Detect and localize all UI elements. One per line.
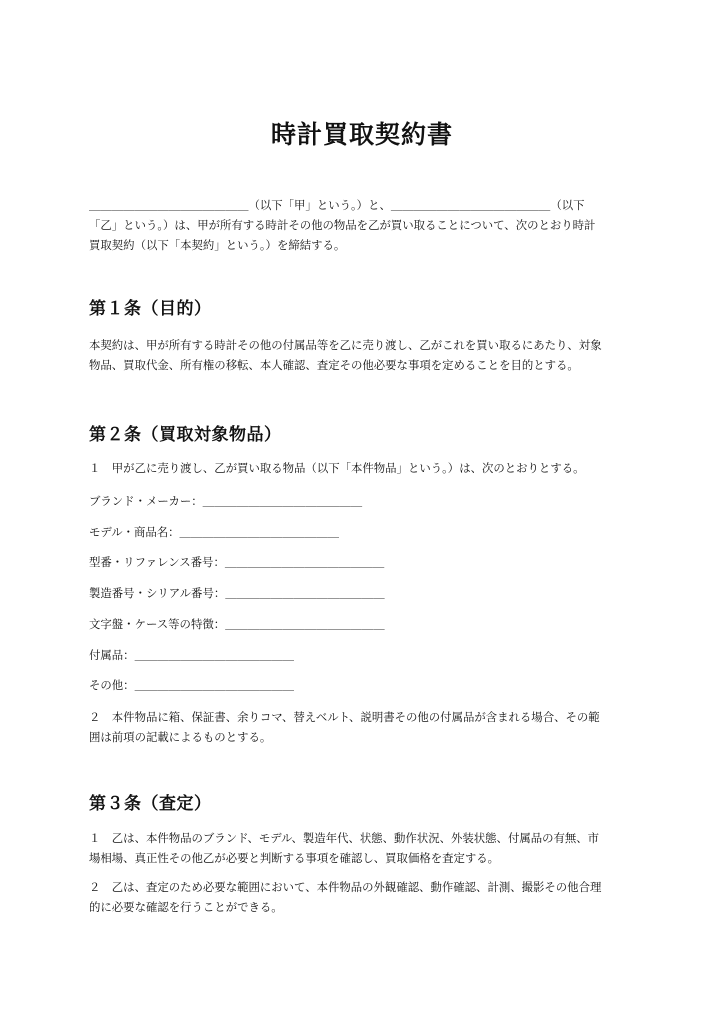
article2-heading: 第２条（買取対象物品） xyxy=(89,425,282,445)
field-brand-maker: ブランド・メーカー：＿＿＿＿＿＿＿＿＿＿＿＿＿＿ xyxy=(89,494,363,508)
article3-item1-line: 場相場、真正性その他乙が必要と判断する事項を確認し、買取価格を査定する。 xyxy=(89,851,500,865)
article2-item2 xyxy=(89,707,641,747)
article1-line: 本契約は、甲が所有する時計その他の付属品等を乙に売り渡し、乙がこれを買い取るにあたり、対象 xyxy=(89,338,602,352)
article3-heading: 第３条（査定） xyxy=(89,794,212,814)
article1-body xyxy=(89,335,641,375)
article2-item2-line: ２ 本件物品に箱、保証書、余りコマ、替えベルト、説明書その他の付属品が含まれる場合、その範 xyxy=(89,710,600,724)
article3-item1 xyxy=(89,828,641,868)
article3-item2-line: ２ 乙は、査定のため必要な範囲において、本件物品の外観確認、動作確認、計測、撮影その他合理 xyxy=(89,880,602,894)
preamble xyxy=(89,195,641,255)
document-title: 時計買取契約書 xyxy=(270,120,453,149)
article2-item2-line: 囲は前項の記載によるものとする。 xyxy=(89,730,272,744)
preamble-line: 買取契約（以下「本契約」という。）を締結する。 xyxy=(89,238,346,252)
field-other: その他：＿＿＿＿＿＿＿＿＿＿＿＿＿＿ xyxy=(89,678,295,692)
article2-item1 xyxy=(89,458,641,478)
article1-line: 物品、買取代金、所有権の移転、本人確認、査定その他必要な事項を定めることを目的とする。 xyxy=(89,358,579,372)
field-accessories: 付属品：＿＿＿＿＿＿＿＿＿＿＿＿＿＿ xyxy=(89,648,295,662)
article3-item2 xyxy=(89,877,641,917)
preamble-line: 「乙」という。）は、甲が所有する時計その他の物品を乙が買い取ることについて、次のとおり時計 xyxy=(89,218,596,232)
field-dial-case-features: 文字盤・ケース等の特徴：＿＿＿＿＿＿＿＿＿＿＿＿＿＿ xyxy=(89,617,385,631)
field-reference-number: 型番・リファレンス番号：＿＿＿＿＿＿＿＿＿＿＿＿＿＿ xyxy=(89,555,385,569)
article2-item1-line: １ 甲が乙に売り渡し、乙が買い取る物品（以下「本件物品」という。）は、次のとおりとする。 xyxy=(89,461,585,475)
article1-heading: 第１条（目的） xyxy=(89,299,212,319)
article3-item2-line: 的に必要な確認を行うことができる。 xyxy=(89,900,283,914)
field-model-name: モデル・商品名：＿＿＿＿＿＿＿＿＿＿＿＿＿＿ xyxy=(89,525,340,539)
article3-item1-line: １ 乙は、本件物品のブランド、モデル、製造年代、状態、動作状況、外装状態、付属品の有無、市 xyxy=(89,831,600,845)
field-serial-number: 製造番号・シリアル番号：＿＿＿＿＿＿＿＿＿＿＿＿＿＿ xyxy=(89,586,385,600)
preamble-line: ＿＿＿＿＿＿＿＿＿＿＿＿＿＿（以下「甲」という。）と、＿＿＿＿＿＿＿＿＿＿＿＿＿＿（以下 xyxy=(89,198,585,212)
